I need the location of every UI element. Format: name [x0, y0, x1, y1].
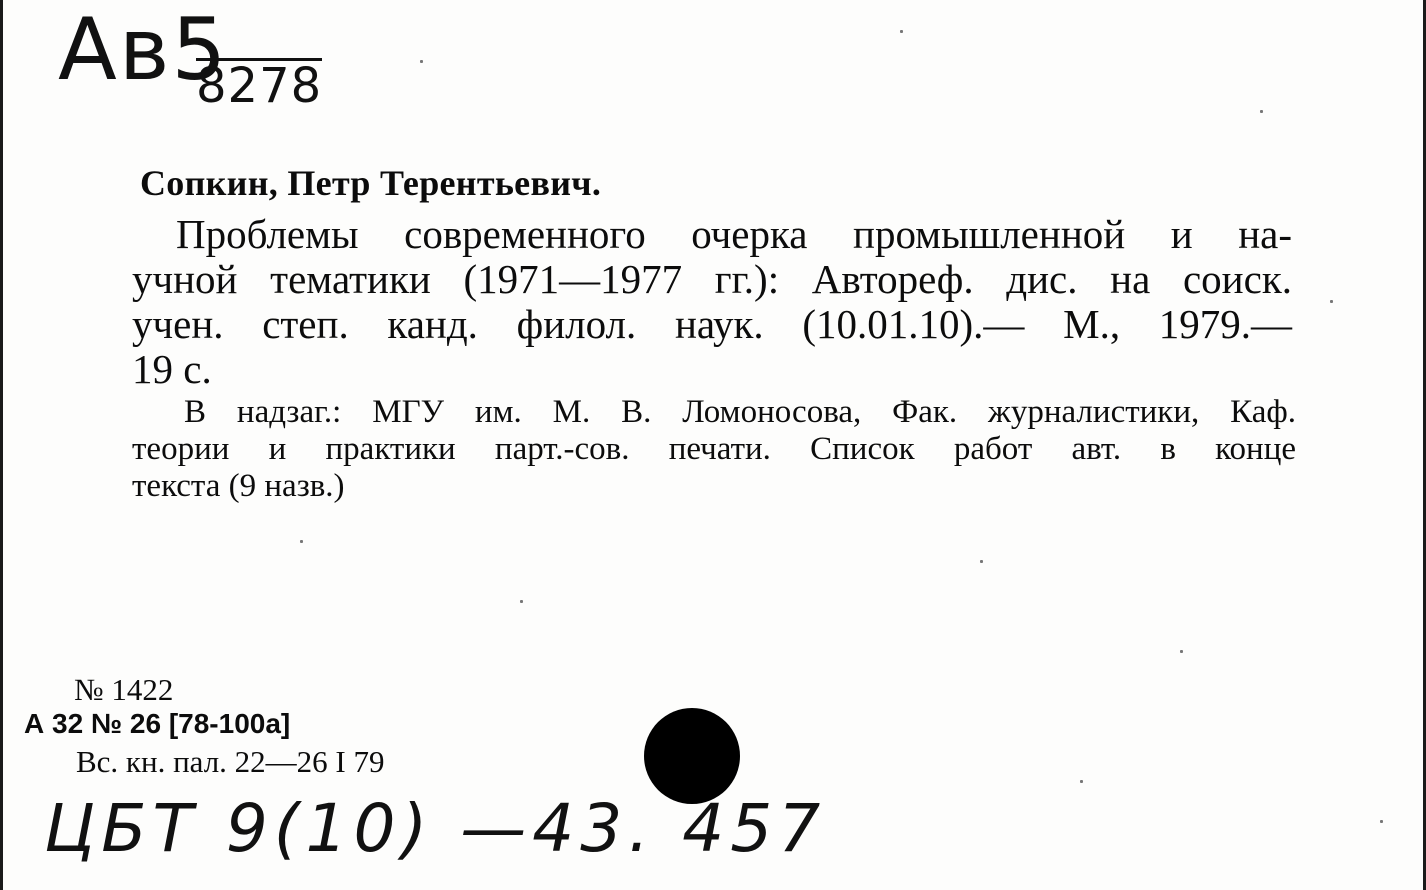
speck — [1180, 650, 1183, 653]
speck — [980, 560, 983, 563]
description-line: учной тематики (1971—1977 гг.): Автореф. дис. на соиск. — [132, 256, 1292, 302]
speck — [1260, 110, 1263, 113]
card-left-edge — [0, 0, 3, 890]
classification-handwritten: ЦБТ 9(10) —43. 457 — [44, 790, 827, 867]
note-line: В надзаг.: МГУ им. М. В. Ломоносова, Фак. журналистики, Каф. — [184, 394, 1296, 430]
speck — [1330, 300, 1333, 303]
bibliographic-description — [132, 212, 1292, 392]
registration-code: А 32 № 26 [78-100а] — [24, 708, 291, 739]
speck — [300, 540, 303, 543]
speck — [420, 60, 423, 63]
registration-number: № 1422 — [74, 672, 174, 707]
description-line: 19 с. — [132, 346, 212, 392]
description-line: учен. степ. канд. филол. наук. (10.01.10).— М., 1979.— — [132, 301, 1292, 347]
shelfmark-sub: 8278 — [196, 58, 323, 114]
registration-chamber: Вс. кн. пал. 22—26 I 79 — [76, 744, 385, 779]
author-heading: Сопкин, Петр Терентьевич. — [140, 163, 602, 203]
description-line: Проблемы современного очерка промышленной и на- — [176, 211, 1292, 257]
speck — [1380, 820, 1383, 823]
bibliographic-note — [132, 394, 1296, 505]
note-line: текста (9 назв.) — [132, 468, 345, 504]
speck — [520, 600, 523, 603]
shelfmark-main: Ав5 — [58, 0, 229, 100]
note-line: теории и практики парт.-сов. печати. Список работ авт. в конце — [132, 431, 1296, 467]
speck — [900, 30, 903, 33]
speck — [1080, 780, 1083, 783]
